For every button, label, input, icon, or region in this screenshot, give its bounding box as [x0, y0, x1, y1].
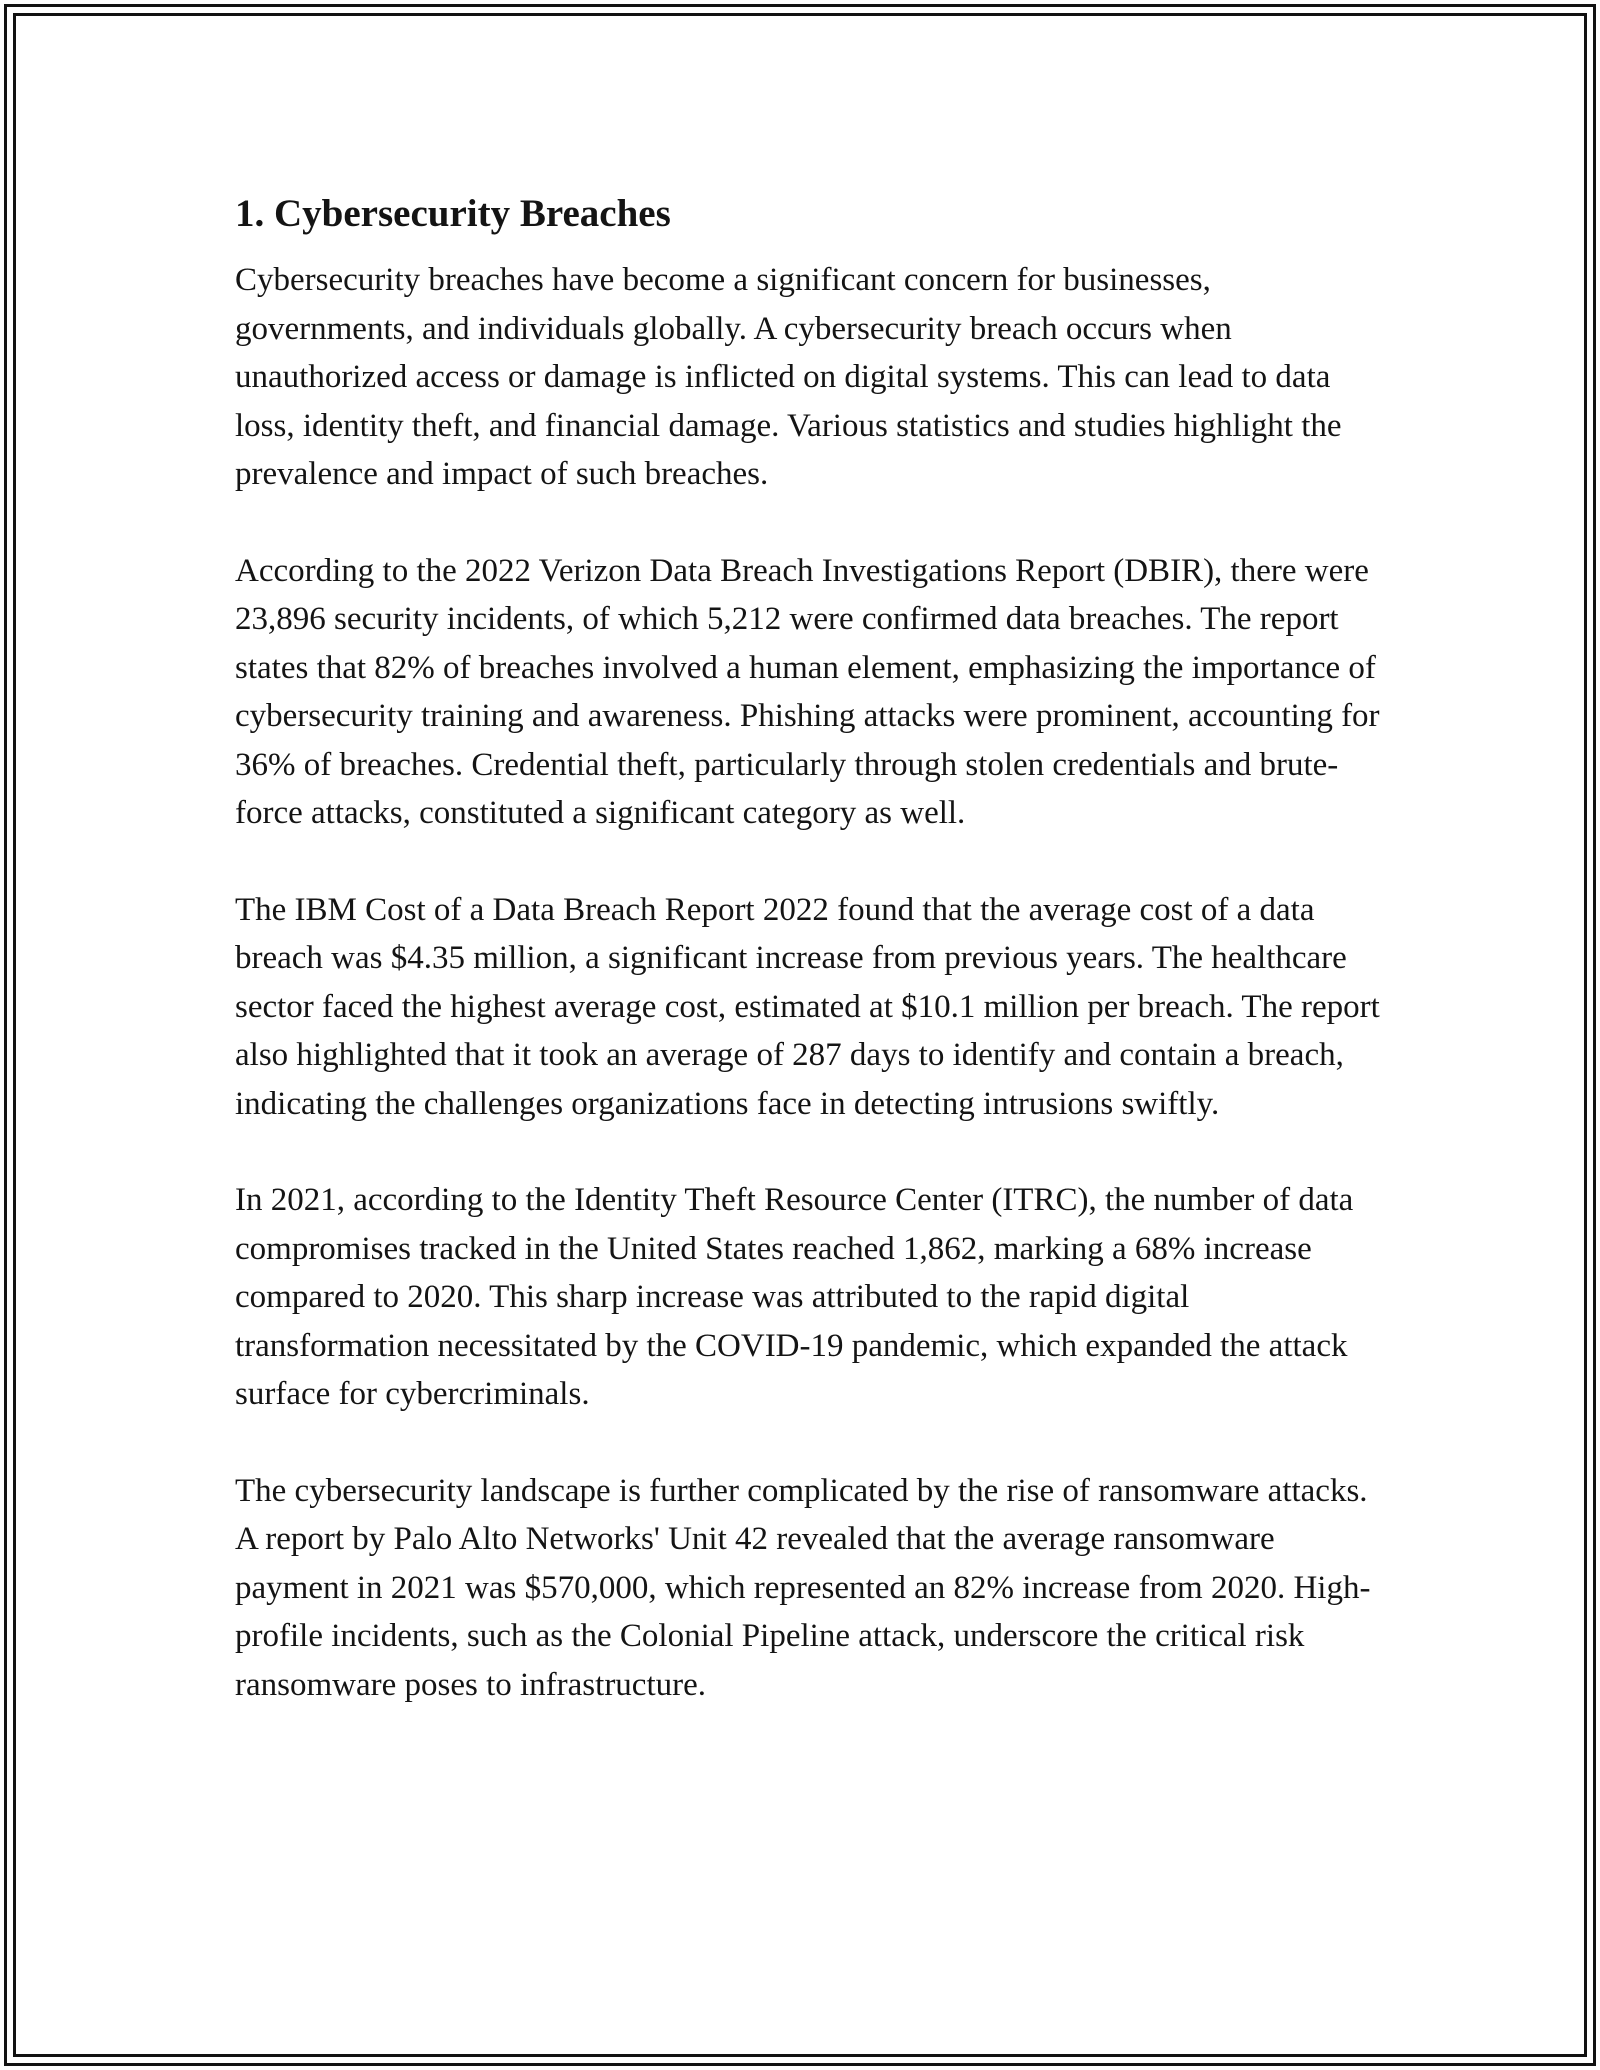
- paragraph-itrc: In 2021, according to the Identity Theft Resource Center (ITRC), the number of data compromises tracked in the United States reached 1,862, marking a 68% increase compared to 2020. This sharp increase was attributed to the rapid digital transformation necessitated by the COVID-19 pandemic, which expanded the attack surface for cybercriminals.: [235, 1182, 1354, 1412]
- paragraph-ransomware: The cybersecurity landscape is further complicated by the rise of ransomware attacks. A report by Palo Alto Networks' Unit 42 revealed that the average ransomware payment in 2021 was $570,000, which represented an 82% increase from 2020. High-profile incidents, such as the Colonial Pipeline attack, underscore the critical risk ransomware poses to infrastructure.: [235, 1472, 1371, 1703]
- paragraph-ibm-cost: The IBM Cost of a Data Breach Report 2022 found that the average cost of a data breach was $4.35 million, a significant increase from previous years. The healthcare sector faced the highest average cost, estimated at $10.1 million per breach. The report also highlighted that it took an average of 287 days to identify and contain a breach, indicating the challenges organizations face in detecting intrusions swiftly.: [235, 891, 1380, 1122]
- document-body: [235, 186, 1385, 1757]
- paragraph-verizon-dbir: According to the 2022 Verizon Data Breach Investigations Report (DBIR), there were 23,896 security incidents, of which 5,212 were confirmed data breaches. The report states that 82% of breaches involved a human element, emphasizing the importance of cybersecurity training and awareness. Phishing attacks were prominent, accounting for 36% of breaches. Credential theft, particularly through stolen credentials and brute-force attacks, constituted a significant category as well.: [235, 552, 1380, 831]
- paragraph-intro: Cybersecurity breaches have become a significant concern for businesses, governments, and individuals globally. A cybersecurity breach occurs when unauthorized access or damage is inflicted on digital systems. This can lead to data loss, identity theft, and financial damage. Various statistics and studies highlight the prevalence and impact of such breaches.: [235, 262, 1342, 492]
- section-heading: 1. Cybersecurity Breaches: [235, 192, 671, 235]
